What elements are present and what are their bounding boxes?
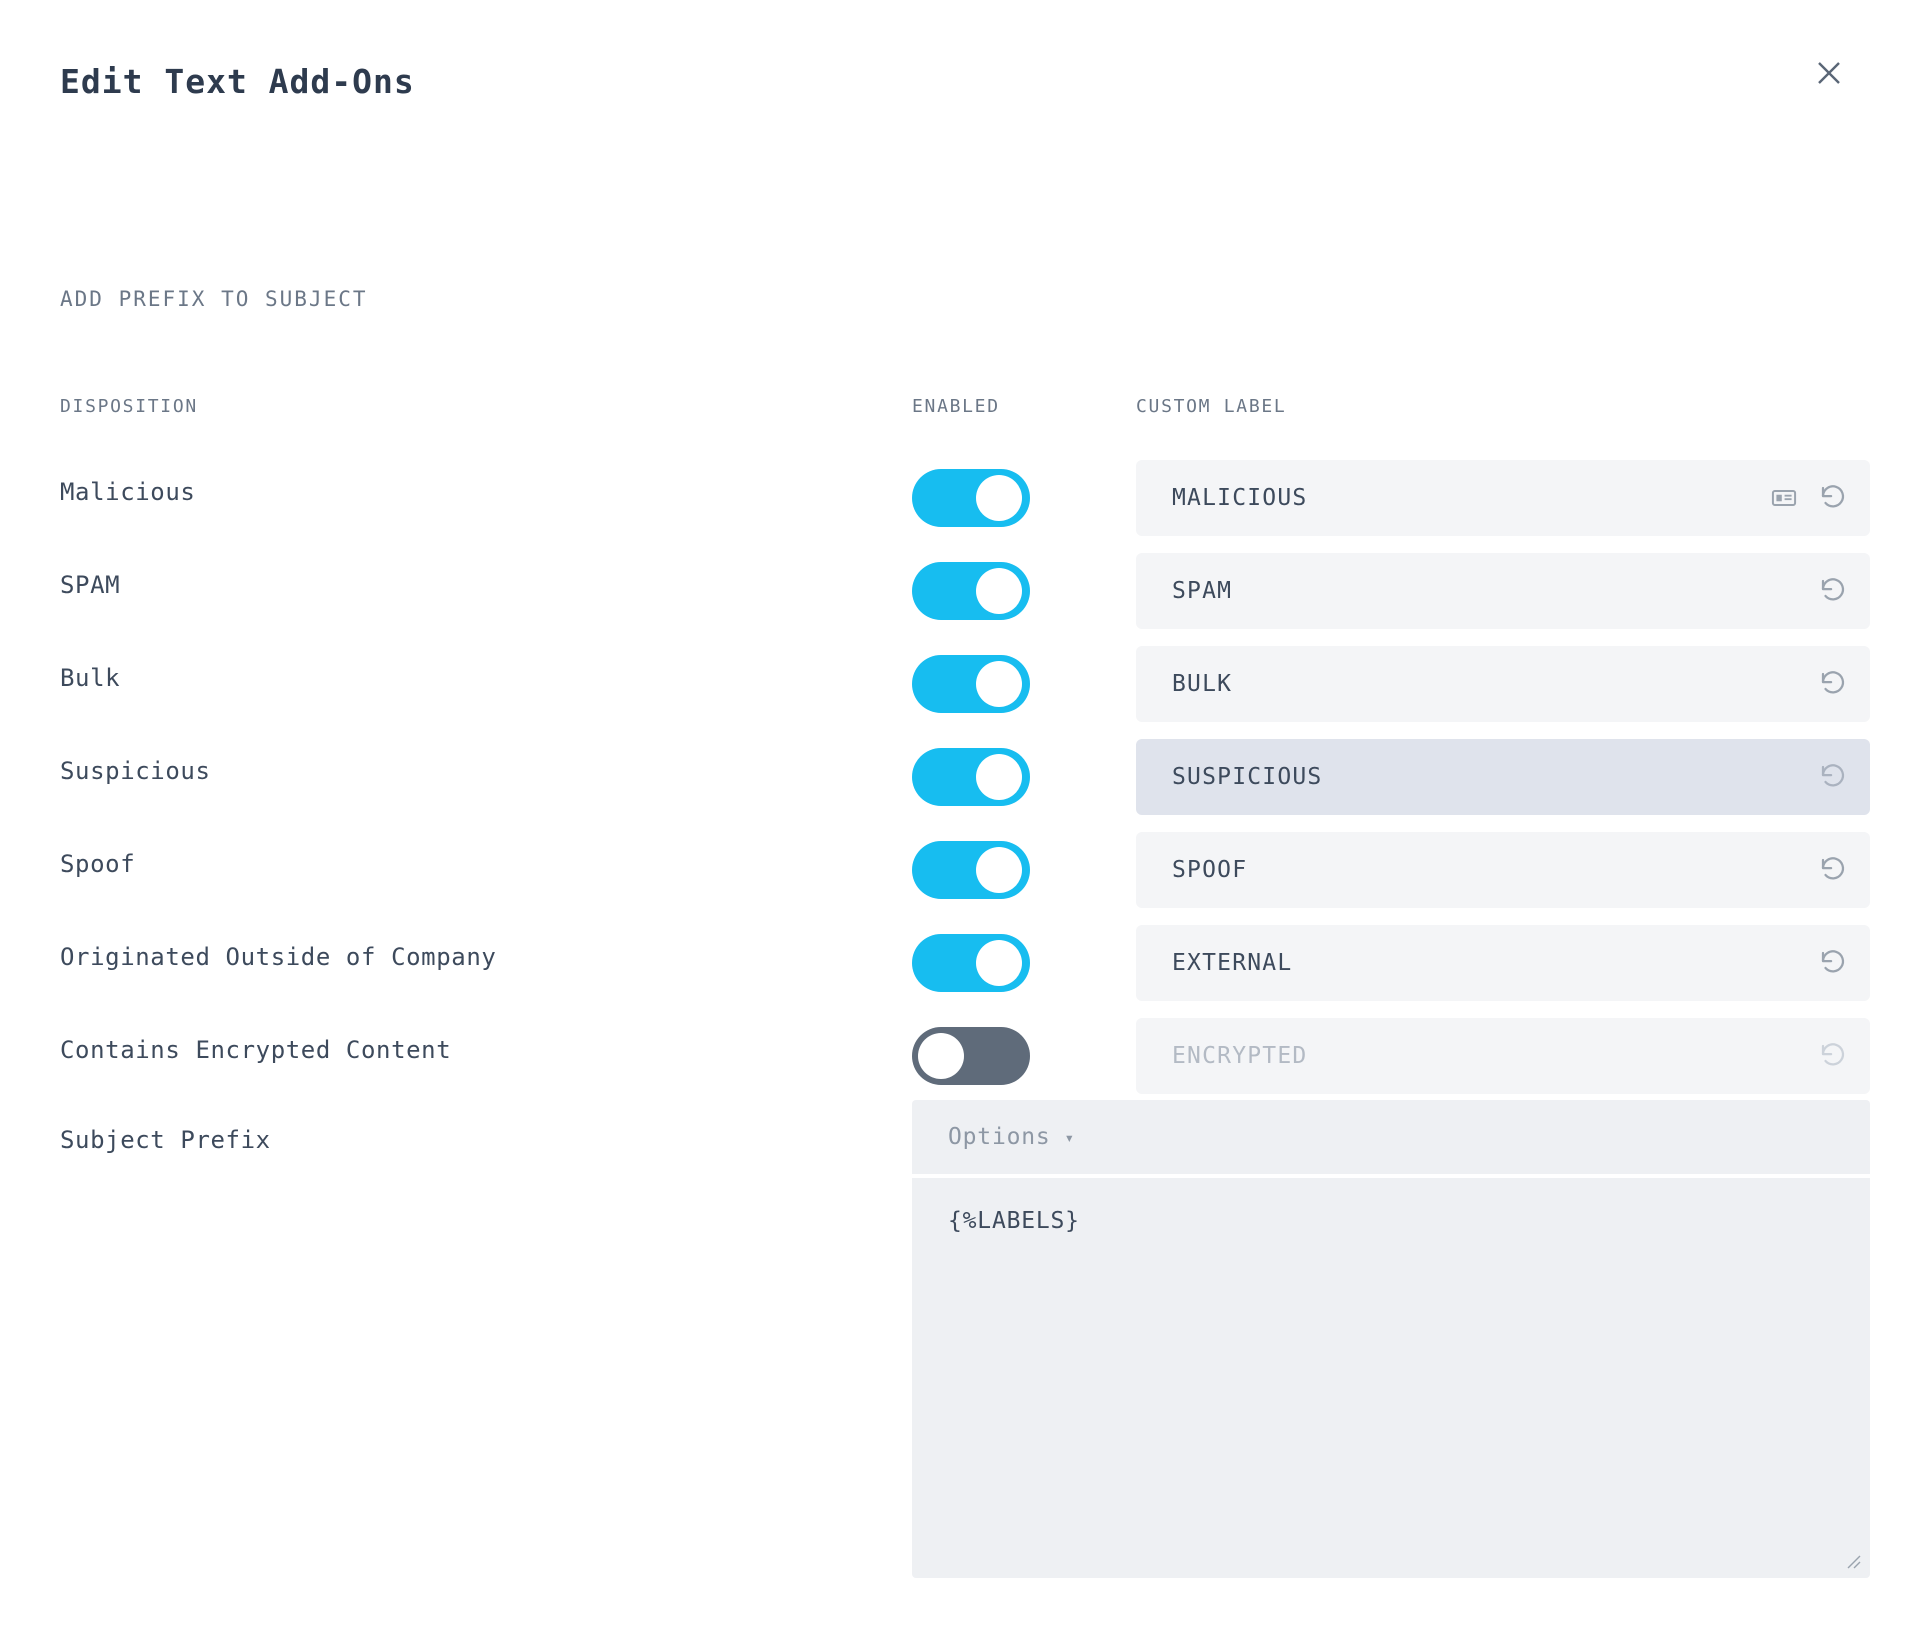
custom-label-input[interactable] — [1136, 553, 1870, 629]
custom-label-input[interactable] — [1136, 460, 1870, 536]
disposition-label: SPAM — [60, 571, 121, 599]
page-title: Edit Text Add-Ons — [60, 62, 415, 101]
revert-icon — [1818, 1041, 1848, 1071]
toggle-knob — [976, 940, 1022, 986]
custom-label-input[interactable] — [1136, 832, 1870, 908]
revert-icon[interactable] — [1818, 855, 1848, 885]
section-label: ADD PREFIX TO SUBJECT — [60, 287, 368, 311]
disposition-rows — [0, 452, 1908, 1103]
subject-prefix-label: Subject Prefix — [60, 1126, 271, 1154]
table-row — [0, 917, 1908, 1010]
custom-label-input — [1136, 1018, 1870, 1094]
enabled-toggle[interactable] — [912, 562, 1030, 620]
subject-prefix-textarea[interactable] — [912, 1178, 1870, 1578]
disposition-label: Suspicious — [60, 757, 211, 785]
toggle-knob — [976, 847, 1022, 893]
enabled-toggle[interactable] — [912, 748, 1030, 806]
custom-label-value: EXTERNAL — [1172, 950, 1293, 976]
custom-label-input[interactable] — [1136, 739, 1870, 815]
field-icon-group — [1818, 855, 1848, 885]
toggle-knob — [976, 754, 1022, 800]
table-row — [0, 731, 1908, 824]
enabled-toggle[interactable] — [912, 934, 1030, 992]
column-header-custom-label: CUSTOM LABEL — [1136, 396, 1287, 417]
field-icon-group — [1818, 669, 1848, 699]
enabled-toggle[interactable] — [912, 1027, 1030, 1085]
field-icon-group — [1818, 948, 1848, 978]
chevron-down-icon: ▾ — [1064, 1127, 1075, 1147]
table-row — [0, 1010, 1908, 1103]
custom-label-value: BULK — [1172, 671, 1233, 697]
revert-icon[interactable] — [1818, 576, 1848, 606]
close-icon[interactable] — [1808, 52, 1850, 94]
revert-icon[interactable] — [1818, 762, 1848, 792]
custom-label-input[interactable] — [1136, 925, 1870, 1001]
revert-icon[interactable] — [1818, 669, 1848, 699]
disposition-label: Contains Encrypted Content — [60, 1036, 452, 1064]
toggle-knob — [918, 1033, 964, 1079]
custom-label-value: ENCRYPTED — [1172, 1043, 1308, 1069]
disposition-label: Malicious — [60, 478, 196, 506]
custom-label-value: SUSPICIOUS — [1172, 764, 1323, 790]
insert-variable-icon[interactable] — [1770, 484, 1798, 512]
table-row — [0, 638, 1908, 731]
disposition-label: Spoof — [60, 850, 136, 878]
table-row — [0, 824, 1908, 917]
table-row — [0, 452, 1908, 545]
enabled-toggle[interactable] — [912, 841, 1030, 899]
table-row — [0, 545, 1908, 638]
custom-label-value: SPOOF — [1172, 857, 1248, 883]
enabled-toggle[interactable] — [912, 469, 1030, 527]
resize-handle-icon[interactable] — [1844, 1552, 1862, 1570]
column-header-disposition: DISPOSITION — [60, 396, 198, 417]
custom-label-value: MALICIOUS — [1172, 485, 1308, 511]
toggle-knob — [976, 475, 1022, 521]
field-icon-group — [1818, 762, 1848, 792]
field-icon-group — [1818, 576, 1848, 606]
toggle-knob — [976, 568, 1022, 614]
disposition-label: Originated Outside of Company — [60, 943, 497, 971]
options-dropdown[interactable] — [912, 1100, 1870, 1174]
disposition-label: Bulk — [60, 664, 121, 692]
field-icon-group — [1770, 483, 1848, 513]
custom-label-input[interactable] — [1136, 646, 1870, 722]
subject-prefix-value: {%LABELS} — [948, 1208, 1080, 1234]
enabled-toggle[interactable] — [912, 655, 1030, 713]
revert-icon[interactable] — [1818, 483, 1848, 513]
custom-label-value: SPAM — [1172, 578, 1233, 604]
toggle-knob — [976, 661, 1022, 707]
options-dropdown-label: Options — [948, 1124, 1051, 1150]
revert-icon[interactable] — [1818, 948, 1848, 978]
column-header-enabled: ENABLED — [912, 396, 1000, 417]
field-icon-group — [1818, 1041, 1848, 1071]
